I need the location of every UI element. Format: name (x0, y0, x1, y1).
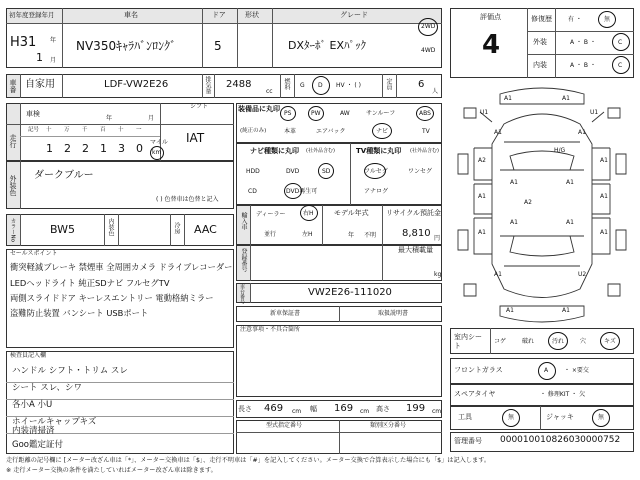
equip-aw: AW (340, 110, 350, 117)
navi-hdd: HDD (246, 168, 260, 175)
mile-label: マイル (150, 139, 168, 146)
registration-row (6, 74, 442, 98)
digit-header: 十 (46, 127, 52, 133)
chassis-label: 車台番号 (239, 284, 245, 304)
digit-header: 百 (100, 127, 106, 133)
sales-line-2: LEDヘッドライト 純正SDナビ フルセグTV (10, 278, 170, 288)
tv-note: (社外品含む) (410, 148, 439, 154)
km-label: km (152, 149, 162, 156)
car-name-value: NV350ｷｬﾗﾊﾞﾝﾛﾝｸﾞ (76, 39, 177, 53)
repair-selected: 無 (604, 16, 611, 23)
mileage-digit: 3 (118, 142, 125, 155)
length-value: 469 (264, 403, 284, 414)
height-label: 高さ (376, 405, 390, 413)
type-label: 型式指定番号 (266, 422, 303, 429)
footer-note-1: 走行距離の記号欄に [メーター改ざん車は「*」、メーター交換車は「$」、走行不明車は「#」を記入してください。メーター交換で合算表示した場合にも「$」は記入します。 (6, 457, 491, 464)
inspector-line-2: シート スレ、シワ (12, 383, 83, 393)
tools-selected: 無 (508, 414, 515, 421)
damage-code: A1 (510, 219, 518, 226)
navi-note: (社外品含む) (306, 148, 335, 154)
sheet-tear: 破れ (522, 338, 535, 345)
mgmt-label: 管理番号 (454, 437, 482, 445)
digit-header: 十 (118, 127, 124, 133)
jack-selected: 無 (598, 414, 605, 421)
mgmt-no: 000010010826030000752 (500, 435, 621, 445)
grade-label: グレード (340, 11, 368, 19)
equipment-subtitle: (純正のみ) (240, 128, 267, 134)
sales-line-3: 両側スライドドア キーレスエントリー 電動格納ミラー (10, 293, 214, 303)
exterior-options: A ・ B ・ (570, 39, 596, 46)
damage-code: A1 (600, 193, 608, 200)
damage-code-center: H/G (554, 147, 566, 154)
color-no-value: BW5 (50, 223, 76, 236)
windshield-label: フロントガラス (454, 366, 503, 374)
tv-fullseg: フルセグ (364, 168, 388, 175)
digit-header: 一 (136, 127, 142, 133)
grade-value: DXﾀｰﾎﾞ EXﾊﾟｯｸ (288, 39, 366, 52)
use-value: 自家用 (25, 79, 55, 90)
windshield-selected: A (544, 367, 549, 374)
year-value: H31 (10, 35, 37, 50)
length-unit: cm (292, 408, 302, 415)
month-unit: 月 (50, 57, 57, 64)
windshield-rest: ・ ×要交 (564, 367, 589, 374)
inspector-line-5: 内装清掃済 (12, 426, 55, 436)
mileage-label: 走行 (9, 134, 17, 148)
inspector-notes-title: 検査員記入欄 (10, 352, 47, 359)
damage-code: U2 (578, 271, 587, 278)
class-label: 類別区分番号 (370, 422, 407, 429)
manual-label: 取扱説明書 (378, 310, 409, 317)
room-sheet-label: 室内シート (454, 333, 482, 351)
spare-label: スペアタイヤ (454, 390, 496, 398)
height-value: 199 (406, 403, 426, 414)
width-unit: cm (360, 408, 370, 415)
mileage-digit: 1 (100, 142, 107, 155)
navi-title: ナビ種類に丸印 (250, 147, 299, 155)
tv-oneseg: ワンセグ (408, 168, 433, 175)
tv-title: TV種類に丸印 (356, 147, 402, 155)
displacement-value: 2488 (226, 79, 252, 90)
car-name-label: 車名 (124, 11, 138, 19)
digit-header: 記号 (28, 127, 40, 133)
model-year-unit: 年 (348, 232, 355, 239)
notes-label: 注意事項・不具合箇所 (240, 326, 301, 333)
handle-circled: 右H (303, 210, 314, 217)
ac-label: 冷房 (173, 222, 180, 234)
reg-no-label: 登録番号 (240, 248, 247, 272)
score-label: 評価点 (480, 13, 501, 21)
inspection-month-unit: 月 (148, 115, 155, 122)
doors-value: 5 (214, 39, 222, 53)
damage-code: U1 (480, 109, 489, 116)
mileage-digit: 2 (64, 142, 71, 155)
sheet-dirt: 汚れ (552, 338, 565, 345)
inspector-line-4: ホイールキャップキズ (12, 417, 97, 427)
fuel-label: 燃料 (283, 78, 290, 90)
body-type-label: 形状 (245, 11, 259, 19)
shift-value: IAT (186, 131, 205, 145)
damage-code: A1 (494, 129, 502, 136)
exterior-label: 外装 (533, 38, 547, 46)
capacity-value: 6 (418, 79, 425, 90)
damage-code: A1 (566, 179, 574, 186)
width-label: 幅 (310, 405, 317, 413)
first-reg-label: 初年度登録年月 (9, 11, 55, 19)
damage-code: A1 (494, 271, 502, 278)
car-damage-diagram (450, 84, 634, 326)
score-value: 4 (482, 30, 501, 60)
inspector-line-3: 各小A 小U (12, 400, 53, 410)
fuel-selected: D (318, 82, 323, 89)
interior-label: 内装 (533, 61, 547, 69)
width-value: 169 (334, 403, 354, 414)
damage-code: A1 (600, 229, 608, 236)
exterior-selected: C (618, 39, 623, 46)
footer-note-2: ※ 走行メーター交換の条件を満たしていればメーター改ざん車は除きます。 (6, 467, 217, 474)
damage-code: A1 (566, 219, 574, 226)
mileage-digit: 2 (82, 142, 89, 155)
sheet-scratch: キズ (604, 338, 616, 345)
model-year-label: モデル年式 (334, 209, 369, 217)
month-value: 1 (36, 51, 43, 64)
navi-dvd-play: DVD再生可 (286, 188, 318, 195)
mileage-digit: 0 (136, 142, 143, 155)
inspection-label: 車検 (26, 110, 40, 118)
mileage-digit: 1 (46, 142, 53, 155)
recycle-yen: 円 (434, 235, 441, 242)
damage-code: U1 (590, 109, 599, 116)
equip-tv: TV (422, 128, 430, 135)
year-unit: 年 (50, 37, 57, 44)
damage-code: A1 (562, 307, 570, 314)
fuel-g: G (300, 82, 305, 89)
chassis-no: VW2E26-111020 (308, 287, 392, 298)
dealer-label: ディーラー (256, 211, 286, 218)
displacement-label: 排気量 (204, 76, 211, 94)
sales-line-4: 盗難防止装置 バンシート USBポート (10, 308, 149, 318)
recycle-label: リサイクル預託金 (386, 209, 442, 217)
shift-label: シフト (190, 103, 209, 110)
damage-code: A1 (504, 95, 512, 102)
damage-code: A1 (478, 229, 486, 236)
model-year-unknown: 不明 (364, 232, 377, 239)
import-label: 輸入車 (240, 212, 247, 230)
max-load-kg: kg (434, 271, 442, 278)
repair-label: 修復歴 (531, 15, 552, 23)
drive-circled: 2WD (421, 23, 436, 30)
cc-unit: cc (266, 88, 273, 95)
damage-code: A2 (478, 157, 486, 164)
equip-abs: ABS (419, 110, 431, 117)
damage-code: A1 (600, 157, 608, 164)
jack-label: ジャッキ (546, 413, 574, 421)
exterior-color-value: ダークブルー (34, 170, 94, 181)
repair-options: 有 ・ (568, 16, 582, 23)
doors-label: ドア (212, 11, 226, 19)
color-note: ( ) 色替車は色替と記入 (156, 196, 219, 203)
equip-airbag: エアバック (316, 128, 346, 135)
capacity-unit: 人 (432, 88, 439, 95)
color-no-label: カラーNo (9, 218, 16, 242)
drive-other: 4WD (421, 47, 436, 54)
digit-header: 万 (64, 127, 70, 133)
navi-sd: SD (322, 168, 331, 175)
damage-code: A1 (510, 179, 518, 186)
left-h-label: 左H (302, 231, 313, 238)
damage-code: A1 (506, 307, 514, 314)
damage-code: A1 (478, 193, 486, 200)
fuel-hv: HV ・ ( ) (336, 82, 362, 89)
sales-points-title: セールスポイント (10, 250, 58, 257)
max-load-label: 最大積載量 (398, 246, 433, 254)
model-code: LDF-VW2E26 (104, 79, 169, 90)
parallel-label: 並行 (264, 231, 277, 238)
warranty-label: 新車保証書 (270, 310, 301, 317)
inspection-year-unit: 年 (106, 115, 113, 122)
exterior-color-label: 外装色 (9, 175, 17, 196)
navi-cd: CD (248, 188, 257, 195)
digit-header: 千 (82, 127, 88, 133)
spare-rest: ・ 修理KIT ・ 欠 (540, 391, 586, 398)
equip-sunroof: サンルーフ (366, 110, 396, 117)
damage-code: A1 (562, 95, 570, 102)
ac-value: AAC (194, 223, 217, 236)
notes-box (236, 325, 442, 397)
interior-options: A ・ B ・ (570, 62, 596, 69)
interior-selected: C (618, 62, 623, 69)
sales-line-1: 衝突軽減ブレーキ 禁煙車 全周囲カメラ ドライブレコーダー (10, 262, 233, 272)
equip-leather: 本革 (284, 128, 297, 135)
damage-code: A2 (524, 199, 532, 206)
sheet-hole: 穴 (580, 338, 587, 345)
equipment-title: 装備品に丸印 (238, 105, 280, 113)
inspector-line-1: ハンドル シフト・トリム スレ (12, 366, 128, 376)
plate-label: 車番 (9, 79, 17, 93)
recycle-amount: 8,810 (402, 228, 431, 239)
inspector-line-6: Goo鑑定証付 (12, 440, 63, 450)
navi-dvd: DVD (286, 168, 300, 175)
sheet-burn: コゲ (494, 338, 507, 345)
tv-analog: アナログ (364, 188, 389, 195)
damage-code: A1 (578, 129, 586, 136)
equip-ps: PS (284, 110, 292, 117)
equip-pw: PW (311, 110, 321, 117)
length-label: 長さ (238, 405, 252, 413)
height-unit: cm (432, 408, 442, 415)
interior-color-label: 内装色 (107, 218, 114, 236)
capacity-label: 定員 (385, 78, 392, 90)
tools-label: 工具 (458, 413, 472, 421)
equip-navi: ナビ (376, 128, 389, 135)
